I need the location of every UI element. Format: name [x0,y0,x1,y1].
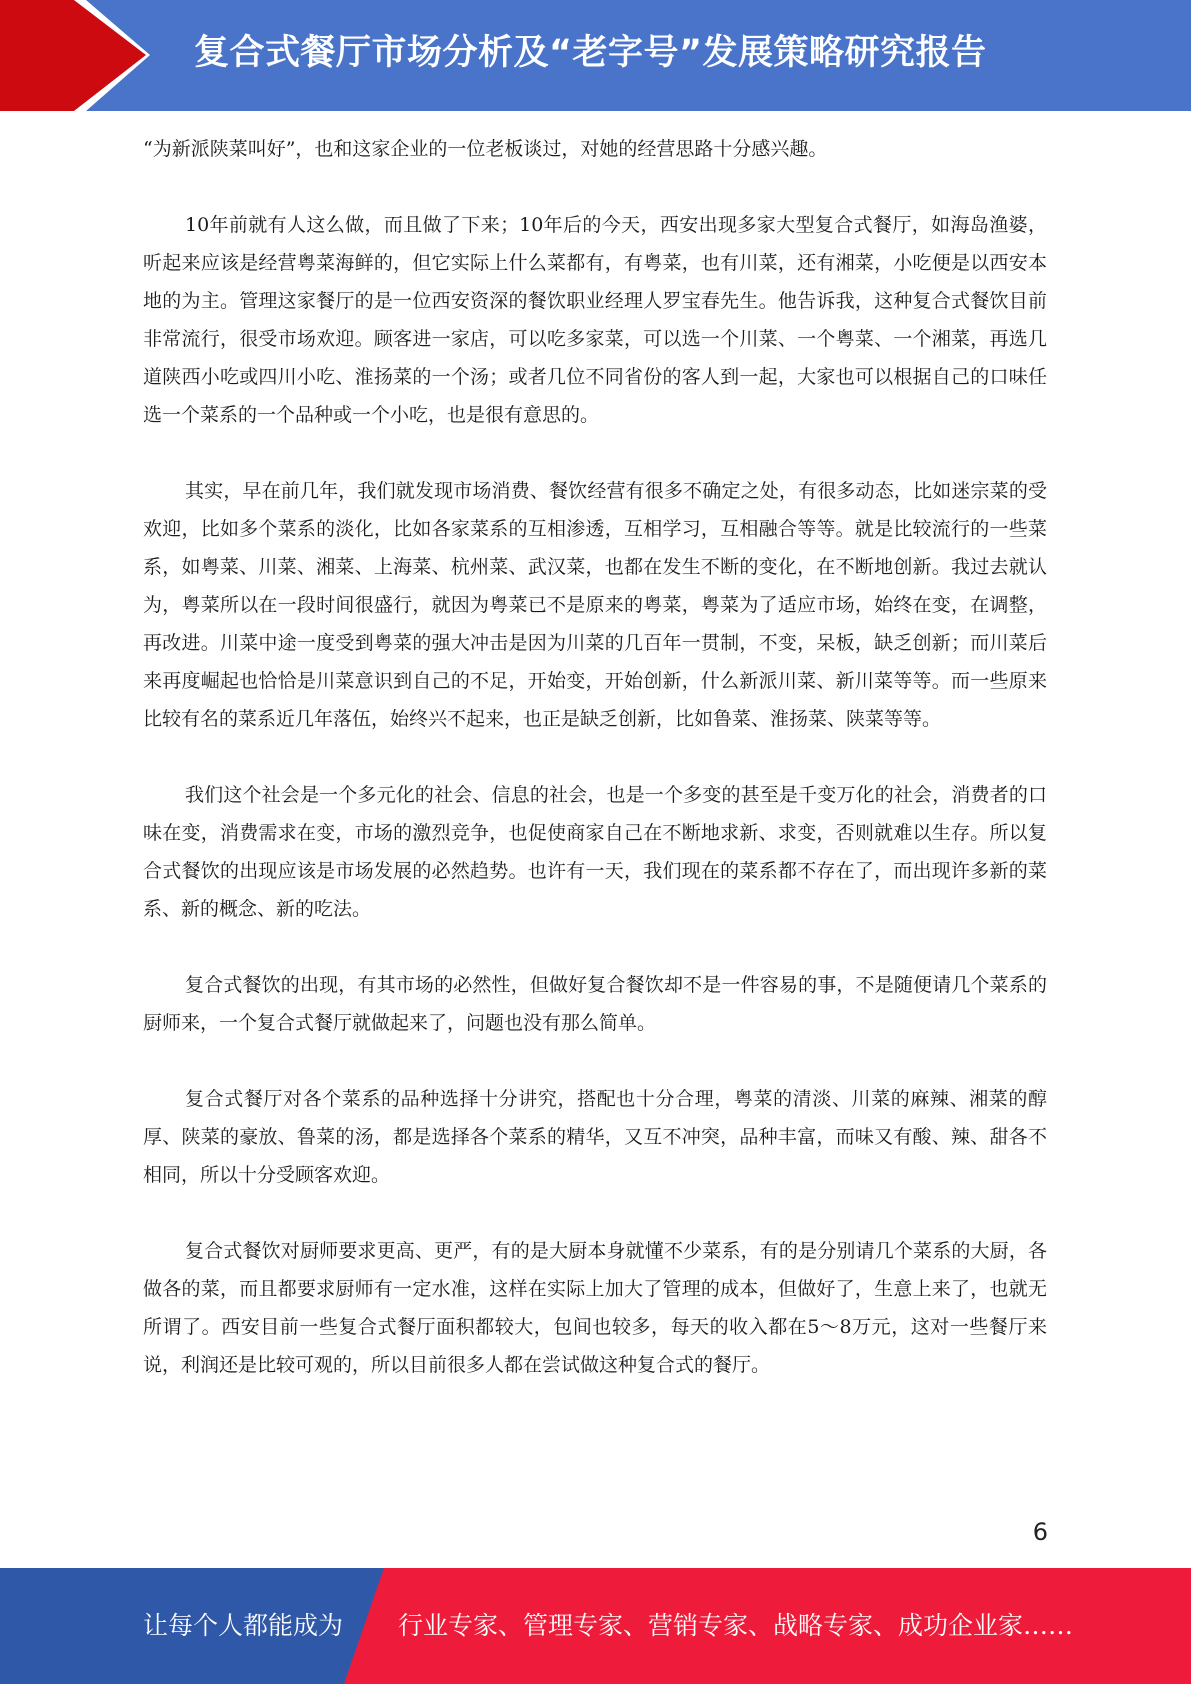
header-banner [0,0,1191,111]
paragraph: 10年前就有人这么做，而且做了下来；10年后的今天，西安出现多家大型复合式餐厅，如海岛渔婆，听起来应该是经营粤菜海鲜的，但它实际上什么菜都有，有粤菜，也有川菜，还有湘菜，小吃便是以西安本地的为主。管理这家餐厅的是一位西安资深的餐饮职业经理人罗宝春先生。他告诉我，这种复合式餐饮目前非常流行，很受市场欢迎。顾客进一家店，可以吃多家菜，可以选一个川菜、一个粤菜、一个湘菜，再选几道陕西小吃或四川小吃、淮扬菜的一个汤；或者几位不同省份的客人到一起，大家也可以根据自己的口味任选一个菜系的一个品种或一个小吃，也是很有意思的。 [143,214,1047,426]
document-title: 复合式餐厅市场分析及“老字号”发展策略研究报告 [194,33,987,73]
paragraph: “为新派陕菜叫好”，也和这家企业的一位老板谈过，对她的经营思路十分感兴趣。 [143,138,828,160]
page-number: 6 [1032,1518,1048,1546]
paragraph: 复合式餐厅对各个菜系的品种选择十分讲究，搭配也十分合理，粤菜的清淡、川菜的麻辣、湘菜的醇厚、陕菜的豪放、鲁菜的汤，都是选择各个菜系的精华，又互不冲突，品种丰富，而味又有酸、辣、甜各不相同，所以十分受顾客欢迎。 [143,1088,1047,1186]
footer-banner [0,1568,1191,1684]
report-body [143,130,1047,1422]
paragraph: 其实，早在前几年，我们就发现市场消费、餐饮经营有很多不确定之处，有很多动态，比如迷宗菜的受欢迎，比如多个菜系的淡化，比如各家菜系的互相渗透，互相学习，互相融合等等。就是比较流行的一些菜系，如粤菜、川菜、湘菜、上海菜、杭州菜、武汉菜，也都在发生不断的变化，在不断地创新。我过去就认为，粤菜所以在一段时间很盛行，就因为粤菜已不是原来的粤菜，粤菜为了适应市场，始终在变，在调整，再改进。川菜中途一度受到粤菜的强大冲击是因为川菜的几百年一贯制，不变，呆板，缺乏创新；而川菜后来再度崛起也恰恰是川菜意识到自己的不足，开始变，开始创新，什么新派川菜、新川菜等等。而一些原来比较有名的菜系近几年落伍，始终兴不起来，也正是缺乏创新，比如鲁菜、淮扬菜、陕菜等等。 [143,480,1047,730]
header-chevron-decoration [0,0,150,111]
footer-slogan-left: 让每个人都能成为 [143,1611,344,1640]
footer-slogan-right: 行业专家、管理专家、营销专家、战略专家、成功企业家…… [398,1611,1074,1640]
paragraph: 复合式餐饮的出现，有其市场的必然性，但做好复合餐饮却不是一件容易的事，不是随便请几个菜系的厨师来，一个复合式餐厅就做起来了，问题也没有那么简单。 [143,974,1047,1034]
paragraph: 复合式餐饮对厨师要求更高、更严，有的是大厨本身就懂不少菜系，有的是分别请几个菜系的大厨，各做各的菜，而且都要求厨师有一定水准，这样在实际上加大了管理的成本，但做好了，生意上来了，也就无所谓了。西安目前一些复合式餐厅面积都较大，包间也较多，每天的收入都在5～8万元，这对一些餐厅来说，利润还是比较可观的，所以目前很多人都在尝试做这种复合式的餐厅。 [143,1240,1047,1376]
paragraph: 我们这个社会是一个多元化的社会、信息的社会，也是一个多变的甚至是千变万化的社会，消费者的口味在变，消费需求在变，市场的激烈竞争，也促使商家自己在不断地求新、求变，否则就难以生存。所以复合式餐饮的出现应该是市场发展的必然趋势。也许有一天，我们现在的菜系都不存在了，而出现许多新的菜系、新的概念、新的吃法。 [143,784,1047,920]
